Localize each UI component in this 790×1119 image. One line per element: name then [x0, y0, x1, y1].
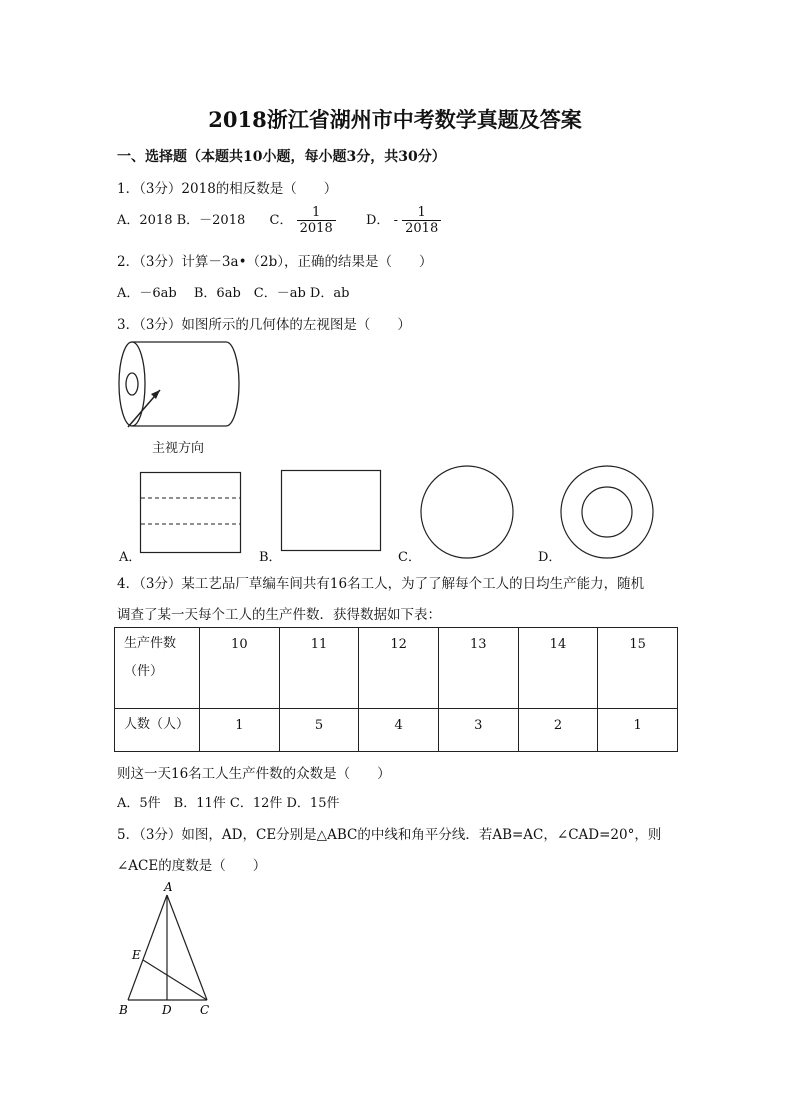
question-4-question: 则这一天16名工人生产件数的众数是（ ） [117, 766, 391, 782]
option-c-circle [419, 464, 519, 564]
question-1-stem: 1．（3分）2018的相反数是（ ） [117, 181, 338, 197]
question-5-stem-line1: 5．（3分）如图，AD，CE分别是△ABC的中线和角平分线．若AB=AC，∠CAD=20°，则 [117, 827, 662, 843]
header-line: （件） [124, 664, 164, 679]
question-2-options: A．－6ab B．6ab C．－ab D．ab [117, 286, 350, 301]
question-1-option-d-sign: - [393, 213, 398, 228]
table-cell: 13 [438, 628, 518, 709]
triangle-figure [115, 880, 225, 1020]
table-cell: 5 [279, 708, 359, 751]
question-5-stem-line2: ∠ACE的度数是（ ） [117, 858, 267, 874]
table-header-cell [115, 628, 200, 709]
question-4-options: A．5件 B．11件 C．12件 D．15件 [117, 796, 340, 811]
table-cell: 1 [200, 708, 280, 751]
point-d-label: D [162, 1003, 172, 1017]
point-a-label: A [164, 880, 173, 894]
option-b-label: B． [259, 550, 282, 565]
question-4-stem-line2: 调查了某一天每个工人的生产件数．获得数据如下表： [117, 607, 441, 623]
table-cell: 14 [518, 628, 598, 709]
question-1-option-c-prefix: C． [269, 213, 293, 228]
option-a-rectangle-dashed [140, 472, 242, 554]
table-cell: 12 [359, 628, 439, 709]
question-1-option-d-fraction [402, 205, 441, 236]
fraction-denominator: 2018 [299, 221, 333, 236]
fraction-numerator: 1 [297, 205, 336, 221]
table-cell: 4 [359, 708, 439, 751]
option-c-label: C． [398, 550, 421, 565]
option-b-rectangle [281, 470, 383, 552]
view-direction-label: 主视方向 [152, 441, 205, 456]
question-1-option-d-prefix: D． [366, 213, 390, 228]
fraction-denominator: 2018 [405, 221, 439, 236]
table-row [115, 708, 678, 751]
table-header-cell: 人数（人） [115, 708, 200, 751]
option-d-ring [559, 464, 659, 564]
table-row [115, 628, 678, 709]
table-cell: 11 [279, 628, 359, 709]
question-4-stem-line1: 4．（3分）某工艺品厂草编车间共有16名工人，为了了解每个工人的日均生产能力，随机 [117, 576, 645, 592]
question-1-options-ab: A．2018 B．－2018 [117, 213, 246, 228]
point-e-label: E [132, 948, 141, 962]
side-ac [167, 895, 207, 1000]
question-2-stem: 2．（3分）计算－3a•（2b），正确的结果是（ ） [117, 254, 433, 270]
table-cell: 1 [598, 708, 678, 751]
section-heading: 一、选择题（本题共10小题，每小题3分，共30分） [117, 149, 446, 165]
fraction-numerator: 1 [402, 205, 441, 221]
page-title: 2018浙江省湖州市中考数学真题及答案 [208, 107, 582, 132]
table-cell: 15 [598, 628, 678, 709]
header-line: 生产件数 [124, 636, 177, 651]
option-d-label: D． [538, 550, 562, 565]
option-a-label: A． [119, 550, 142, 565]
question-1-option-c-fraction [297, 205, 336, 236]
table-cell: 3 [438, 708, 518, 751]
bisector-ce [143, 960, 207, 1000]
question-1-options [117, 205, 441, 236]
point-c-label: C [200, 1003, 210, 1017]
question-3-stem: 3．（3分）如图所示的几何体的左视图是（ ） [117, 317, 411, 333]
production-table [114, 627, 678, 752]
point-b-label: B [119, 1003, 128, 1017]
table-cell: 10 [200, 628, 280, 709]
table-cell: 2 [518, 708, 598, 751]
